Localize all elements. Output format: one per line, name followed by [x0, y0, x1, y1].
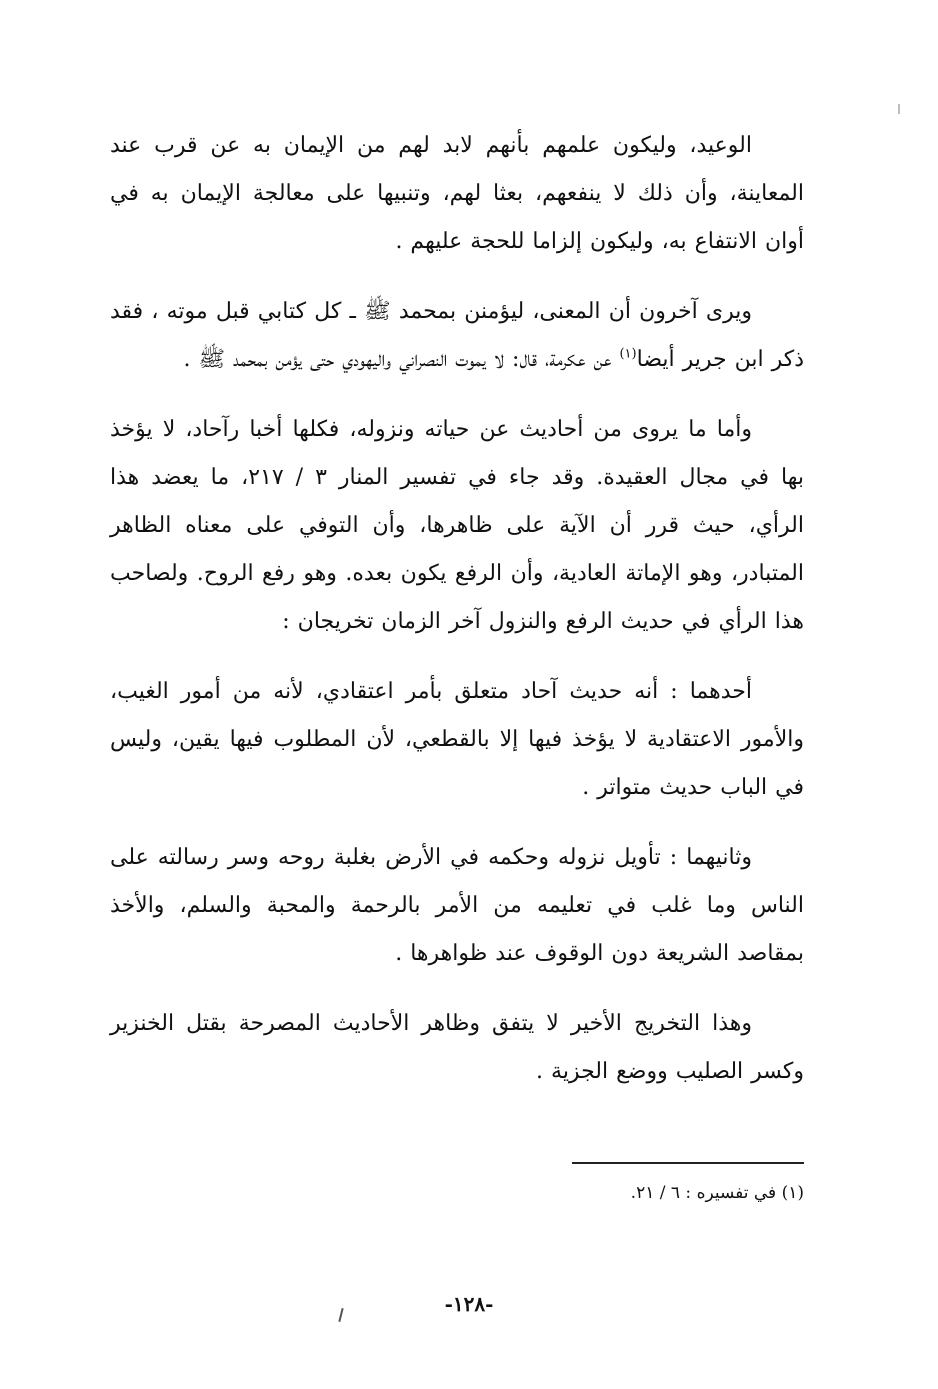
paragraph-3: وأما ما يروى من أحاديث عن حياته ونزوله، فكلها أخبا رآحاد، لا يؤخذ بها في مجال العقيدة. وقد جاء في تفسير المنار ٣ / ٢١٧، ما يعضد هذا الرأي، حيث قرر أن الآية على ظاهرها، وأن التوفي على معناه الظاهر المتبادر، وهو الإماتة العادية، وأن الرفع يكون بعده. وهو رفع الروح. ولصاحب هذا الرأي في حديث الرفع والنزول آخر الزمان تخريجان :: [110, 417, 805, 634]
main-text: [110, 122, 804, 1118]
paragraph-5: وثانيهما : تأويل نزوله وحكمه في الأرض بغلبة روحه وسر رسالته على الناس وما غلب في تعليمه من الأمر بالرحمة والمحبة والسلم، والأخذ بمقاصد الشريعة دون الوقوف عند ظواهرها .: [110, 845, 804, 966]
scan-mark: [338, 1308, 343, 1322]
footnote-reference: (١): [619, 346, 637, 362]
paragraph-4: أحدهما : أنه حديث آحاد متعلق بأمر اعتقادي، لأنه من أمور الغيب، والأمور الاعتقادية لا يؤخذ فيها إلا بالقطعي، لأن المطلوب فيها يقين، وليس في الباب حديث متواتر .: [110, 679, 804, 800]
paragraph-2-text-before-ref: ويرى آخرون أن المعنى، ليؤمنن بمحمد ﷺ ـ كل كتابي قبل موته ، فقد ذكر ابن جرير أيضا: [110, 299, 804, 372]
paragraph-2-text-after-ref: عن عكرمة، قال: لا يموت النصراني واليهودي حتى يؤمن بمحمد ﷺ .: [183, 347, 620, 372]
footnote: (١) في تفسيره : ٦ / ٢١.: [630, 1183, 804, 1203]
paragraph-2: [110, 288, 804, 384]
paragraph-6: وهذا التخريج الأخير لا يتفق وظاهر الأحاديث المصرحة بقتل الخنزير وكسر الصليب ووضع الجزية .: [110, 1011, 804, 1084]
footnote-divider: [572, 1162, 804, 1164]
scan-mark: [898, 104, 900, 114]
page-number: -١٢٨-: [444, 1292, 494, 1316]
paragraph-1: الوعيد، وليكون علمهم بأنهم لابد لهم من الإيمان به عن قرب عند المعاينة، وأن ذلك لا ينفعهم، بعثا لهم، وتنبيها على معالجة الإيمان به في أوان الانتفاع به، وليكون إلزاما للحجة عليهم .: [110, 133, 804, 254]
